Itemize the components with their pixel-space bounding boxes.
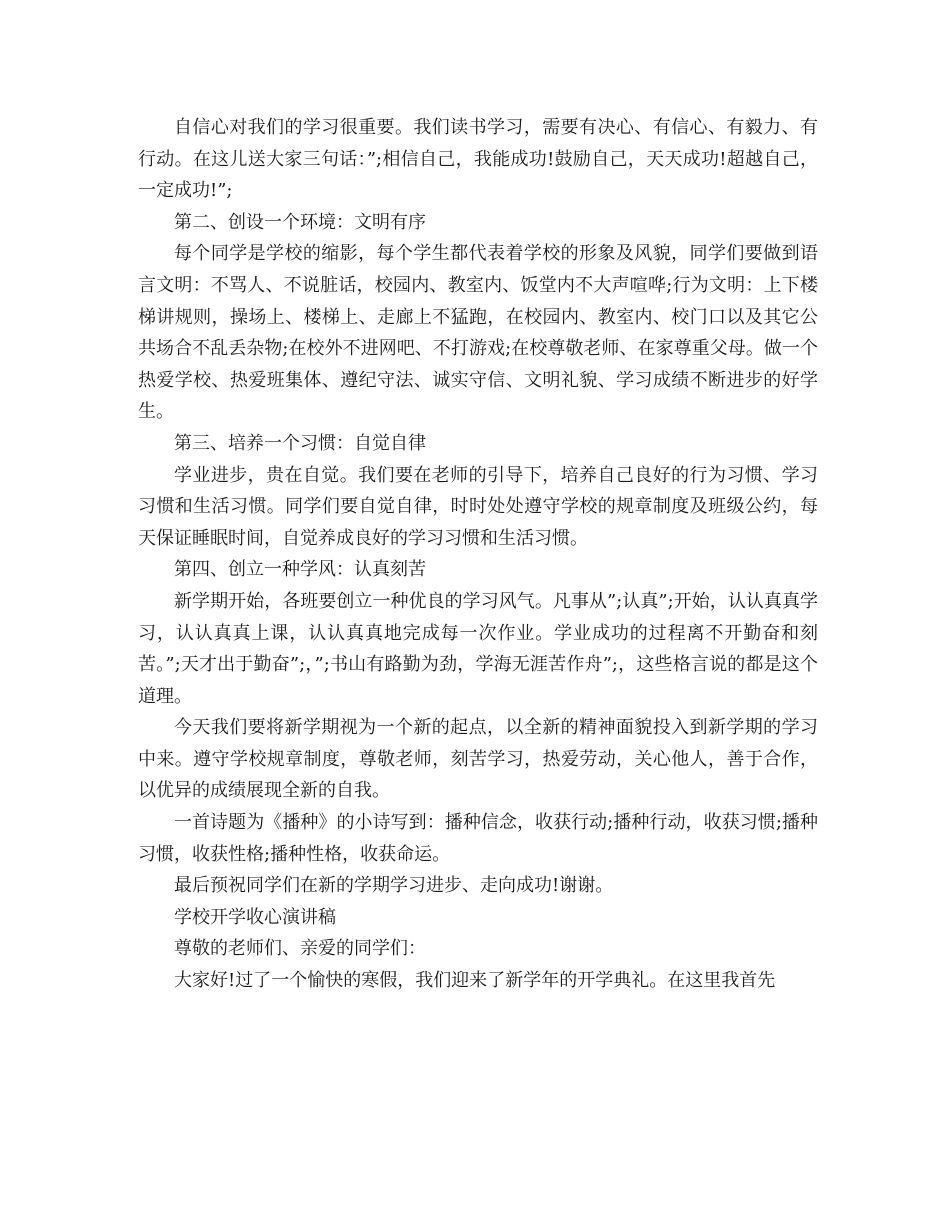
paragraph-poem: 一首诗题为《播种》的小诗写到：播种信念，收获行动;播种行动，收获习惯;播种习惯，收获性格;播种性格，收获命运。: [138, 812, 818, 865]
heading-fourth-study-style: 第四、创立一种学风：认真刻苦: [174, 559, 426, 581]
body-text: [138, 112, 818, 997]
heading-second-environment: 第二、创设一个环境：文明有序: [174, 211, 426, 233]
paragraph-diligence: 新学期开始，各班要创立一种优良的学习风气。凡事从”;认真”;开始，认认真真学习，认认真真上课，认认真真地完成每一次作业。学业成功的过程离不开勤奋和刻苦。”;天才出于勤奋”;，”;书山有路勤为劲，学海无涯苦作舟”;，这些格言说的都是这个道理。: [138, 590, 818, 707]
paragraph-greeting: 大家好!过了一个愉快的寒假，我们迎来了新学年的开学典礼。在这里我首先: [174, 970, 776, 992]
paragraph-civility: 每个同学是学校的缩影，每个学生都代表着学校的形象及风貌，同学们要做到语言文明：不骂人、不说脏话，校园内、教室内、饭堂内不大声喧哗;行为文明：上下楼梯讲规则，操场上、楼梯上、走廊上不猛跑，在校园内、教室内、校门口以及其它公共场合不乱丢杂物;在校外不进网吧、不打游戏;在校尊敬老师、在家尊重父母。做一个热爱学校、热爱班集体、遵纪守法、诚实守信、文明礼貌、学习成绩不断进步的好学生。: [138, 243, 818, 423]
paragraph-closing-wish: 最后预祝同学们在新的学期学习进步、走向成功!谢谢。: [174, 875, 614, 897]
heading-third-habit: 第三、培养一个习惯：自觉自律: [174, 432, 426, 454]
speech-title: 学校开学收心演讲稿: [174, 906, 336, 928]
paragraph-confidence: 自信心对我们的学习很重要。我们读书学习，需要有决心、有信心、有毅力、有行动。在这儿送大家三句话：”;相信自己，我能成功!鼓励自己，天天成功!超越自己，一定成功!”;: [138, 117, 818, 202]
salutation: 尊敬的老师们、亲爱的同学们：: [174, 938, 426, 960]
paragraph-new-start: 今天我们要将新学期视为一个新的起点，以全新的精神面貌投入到新学期的学习中来。遵守学校规章制度，尊敬老师，刻苦学习，热爱劳动，关心他人，善于合作，以优异的成绩展现全新的自我。: [138, 717, 818, 802]
paragraph-self-discipline: 学业进步，贵在自觉。我们要在老师的引导下，培养自己良好的行为习惯、学习习惯和生活习惯。同学们要自觉自律，时时处处遵守学校的规章制度及班级公约，每天保证睡眠时间，自觉养成良好的学习习惯和生活习惯。: [138, 464, 818, 549]
